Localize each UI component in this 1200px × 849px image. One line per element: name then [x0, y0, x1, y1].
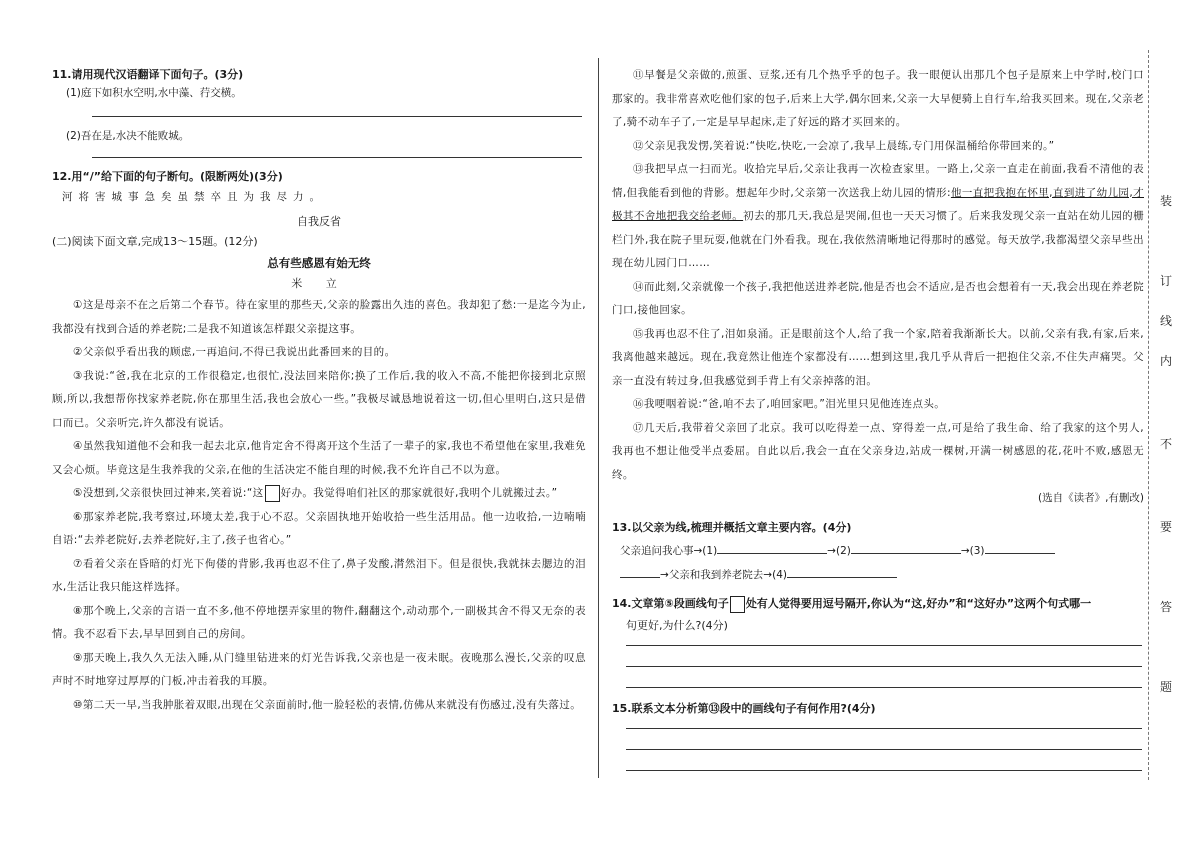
section-title: 自我反省 [297, 215, 341, 228]
question-11-sentence-2: (2)吾在是,水决不能败城。 [66, 130, 190, 142]
question-13-flow-2 [620, 563, 1144, 587]
paragraph-2: ②父亲似乎看出我的顾虑,一再追问,不得已我说出此番回来的目的。 [73, 346, 396, 358]
flow-mid: 父亲和我到养老院去→(4) [668, 569, 787, 581]
paragraph-16: ⑯我哽咽着说:“爸,咱不去了,咱回家吧。”泪光里只见他连连点头。 [633, 398, 946, 410]
left-column [52, 66, 586, 717]
answer-blank-4[interactable] [787, 563, 897, 578]
answer-blank-3[interactable] [985, 539, 1055, 554]
source-note: (选自《读者》,有删改) [1037, 492, 1144, 504]
paragraph-17: ⑰几天后,我带着父亲回了北京。我可以吃得差一点、穿得差一点,可是给了我生命、给了我家的这个男人,我再也不想让他受半点委屈。自此以后,我会一直在父亲身边,站成一棵树,开满一树感恩的花,花叶不败,感恩无终。 [612, 421, 1144, 481]
binding-char: 要 [1155, 518, 1177, 535]
binding-char: 不 [1155, 435, 1177, 452]
question-12-sentence: 河将害城事急矣虽禁卒且为我尽力。 [62, 191, 326, 203]
answer-line[interactable] [626, 749, 1142, 750]
question-13-label: 13.以父亲为线,梳理并概括文章主要内容。(4分) [612, 521, 852, 534]
paragraph-14: ⑭而此刻,父亲就像一个孩子,我把他送进养老院,他是否也会不适应,是否也会想着有一天,我会出现在养老院门口,接他回家。 [612, 280, 1144, 316]
paragraph-13 [612, 158, 1144, 276]
answer-blank-1[interactable] [717, 539, 827, 554]
paragraph-13-underlined: 他一直把我抱在怀里,直到进了幼儿园,才极其不舍地把我交给老师。 [612, 186, 1144, 222]
paragraph-12: ⑫父亲见我发愣,笑着说:“快吃,快吃,一会凉了,我早上晨练,专门用保温桶给你带回来的。” [633, 139, 1055, 152]
answer-line[interactable] [626, 687, 1142, 688]
paragraph-15: ⑮我再也忍不住了,泪如泉涌。正是眼前这个人,给了我一个家,陪着我渐渐长大。以前,父亲有我,有家,后来,我离他越来越远。现在,我竟然让他连个家都没有……想到这里,我几乎从背后一把抱住父亲,不住失声痛哭。父亲一直没有转过身,但我感觉到手背上有父亲掉落的泪。 [612, 327, 1144, 387]
paragraph-5-part-b: 好办。我觉得咱们社区的那家就很好,我明个儿就搬过去。” [280, 487, 558, 499]
binding-char: 答 [1155, 598, 1177, 615]
question-11-sentence-1: (1)庭下如积水空明,水中藻、荇交横。 [66, 87, 242, 99]
answer-line[interactable] [626, 770, 1142, 771]
paragraph-9: ⑨那天晚上,我久久无法入睡,从门缝里钻进来的灯光告诉我,父亲也是一夜未眠。夜晚那么漫长,父亲的叹息声时不时地穿过厚厚的门板,冲击着我的耳膜。 [52, 651, 586, 687]
question-11-label: 11.请用现代汉语翻译下面句子。(3分) [52, 68, 244, 81]
question-14-part-a: 14.文章第⑤段画线句子 [612, 597, 729, 610]
paragraph-13-part-a: ⑬我把早点一扫而光。收拾完早后,父亲让我再一次检查家里。一路上,父亲一直走在前面,我看不清他的表情,但我能看到他的背影。想起年少时,父亲第一次送我上幼儿园的情形: [612, 163, 1144, 199]
answer-line[interactable] [626, 645, 1142, 646]
question-14-label-cont: 句更好,为什么?(4分) [626, 619, 728, 632]
answer-line[interactable] [626, 666, 1142, 667]
section-2-heading: (二)阅读下面文章,完成13～15题。(12分) [52, 235, 258, 248]
flow-arrow: → [660, 569, 669, 581]
binding-char: 装 [1155, 192, 1177, 209]
flow-step-3: →(3) [960, 545, 985, 557]
answer-line[interactable] [92, 116, 582, 117]
paragraph-10: ⑩第二天一早,当我肿胀着双眼,出现在父亲面前时,他一脸轻松的表情,仿佛从来就没有伤感过,没有失落过。 [73, 698, 582, 711]
binding-char: 线 [1155, 312, 1177, 329]
binding-margin [1148, 50, 1189, 780]
question-12-label: 12.用“/”给下面的句子断句。(限断两处)(3分) [52, 170, 283, 183]
question-13-flow-1 [620, 539, 1144, 563]
answer-line[interactable] [92, 157, 582, 158]
question-15-label: 15.联系文本分析第⑬段中的画线句子有何作用?(4分) [612, 702, 876, 715]
flow-step-2: →(2) [827, 545, 851, 557]
paragraph-1: ①这是母亲不在之后第二个春节。待在家里的那些天,父亲的脸露出久违的喜色。我却犯了愁:一是迄今为止,我都没有找到合适的养老院;二是我不知道该怎样跟父亲提这事。 [52, 299, 586, 335]
paragraph-3: ③我说:“爸,我在北京的工作很稳定,也很忙,没法回来陪你;换了工作后,我的收入不高,不能把你接到北京照顾,所以,我想帮你找家养老院,你在那里生活,我也会放心一些。”我极尽诚恳地说着这一切,但心里明白,这只是借口而已。父亲听完,许久都没有说话。 [52, 369, 586, 429]
answer-line[interactable] [626, 728, 1142, 729]
flow-start: 父亲追问我心事→(1) [620, 545, 718, 557]
paragraph-5-part-a: ⑤没想到,父亲很快回过神来,笑着说:“这 [73, 487, 264, 499]
article-title: 总有些感恩有始无终 [267, 256, 371, 270]
column-divider [598, 58, 599, 778]
article-author: 米 立 [291, 277, 347, 290]
paragraph-4: ④虽然我知道他不会和我一起去北京,他肯定舍不得离开这个生活了一辈子的家,我也不希望他在家里,我难免又会心烦。毕竟这是生我养我的父亲,在他的生活决定不能自理的时候,我不允许自己不以为意。 [52, 440, 586, 476]
paragraph-8: ⑧那个晚上,父亲的言语一直不多,他不停地摆弄家里的物件,翻翻这个,动动那个,一副极其舍不得又无奈的表情。我不忍看下去,早早回到自己的房间。 [52, 604, 586, 640]
binding-char: 题 [1155, 678, 1177, 695]
answer-blank-3-cont[interactable] [620, 563, 660, 578]
question-14-part-b: 处有人觉得要用逗号隔开,你认为“这,好办”和“这好办”这两个句式哪一 [745, 597, 1092, 610]
right-column [612, 64, 1144, 771]
blank-box[interactable] [730, 596, 745, 613]
binding-char: 订 [1155, 272, 1177, 289]
paragraph-6: ⑥那家养老院,我考察过,环境太差,我于心不忍。父亲固执地开始收拾一些生活用品。他一边收拾,一边喃喃自语:“去养老院好,去养老院好,主了,孩子也省心。” [52, 510, 586, 546]
paragraph-5 [52, 482, 586, 506]
question-14-label [612, 593, 1144, 615]
paragraph-7: ⑦看着父亲在昏暗的灯光下佝偻的背影,我再也忍不住了,鼻子发酸,潸然泪下。但是很快,我就抹去腮边的泪水,生活让我只能这样选择。 [52, 557, 586, 593]
paragraph-13-part-b: 初去的那几天,我总是哭闹,但也一天天习惯了。后来我发现父亲一直站在幼儿园的栅栏门外,我在院子里玩耍,他就在门外看我。现在,我依然清晰地记得那时的感觉。每天放学,我都渴望父亲早些出现在幼儿园门口…… [612, 210, 1144, 269]
paragraph-11: ⑪早餐是父亲做的,煎蛋、豆浆,还有几个热乎乎的包子。我一眼便认出那几个包子是原来上中学时,校门口那家的。我非常喜欢吃他们家的包子,后来上大学,偶尔回来,父亲一大早便骑上自行车,给我买回来。现在,父亲老了,骑不动车子了,一定是早早起床,走了好远的路才买回来的。 [612, 69, 1144, 128]
binding-char: 内 [1155, 352, 1177, 369]
answer-blank-2[interactable] [851, 539, 961, 554]
blank-box[interactable] [265, 485, 280, 502]
